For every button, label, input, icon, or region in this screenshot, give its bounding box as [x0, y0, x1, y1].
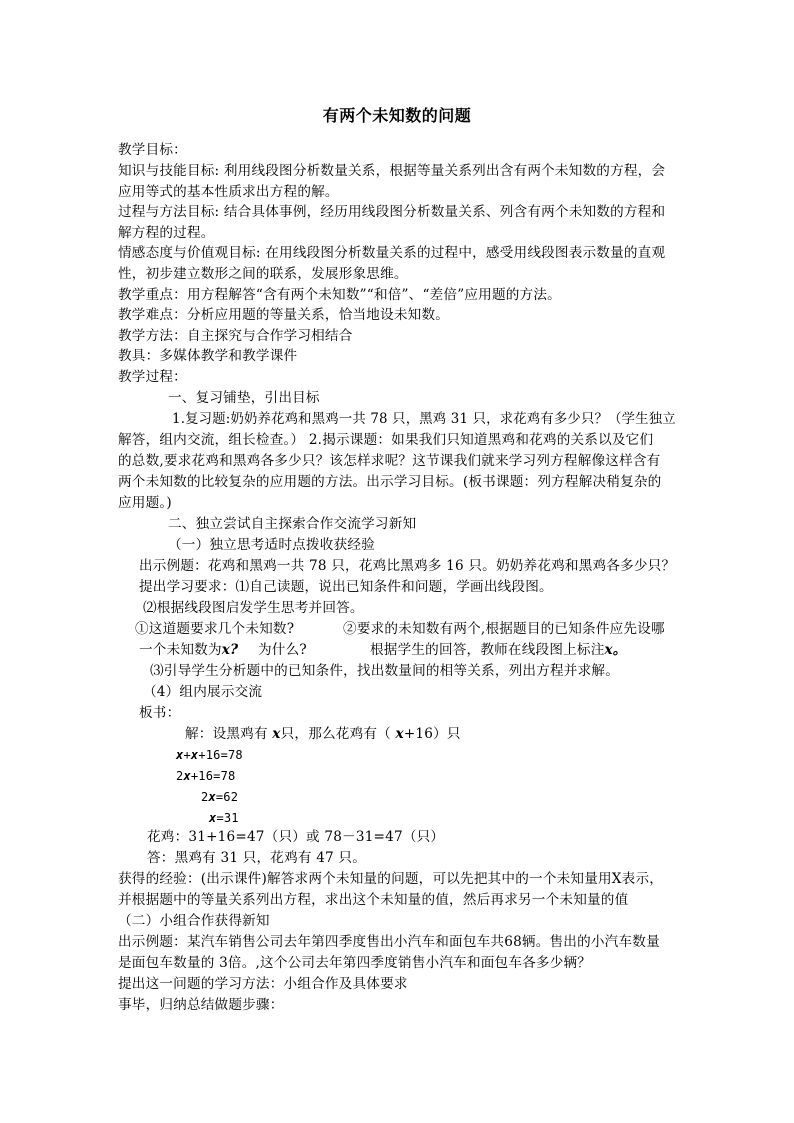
solution-line — [185, 724, 461, 744]
text-line: ①这道题要求几个未知数? — [135, 621, 295, 637]
text-line — [370, 640, 627, 660]
text-line: 解答，组内交流，组长检查。） 2.揭示课题：如果我们只知道黑鸡和花鸡的关系以及它们 — [118, 432, 654, 448]
text-line: 板书： — [139, 705, 181, 721]
text-fragment: =31 — [216, 811, 239, 825]
text-line: 花鸡：31+16=47（只）或 78－31=47（只） — [147, 829, 445, 845]
subsection-heading: （二）小组合作获得新知 — [118, 913, 270, 929]
text-fragment: 根据学生的回答，教师在线段图上标注 — [370, 642, 605, 658]
page-title: 有两个未知数的问题 — [322, 106, 472, 125]
text-line: 两个未知数的比较复杂的应用题的方法。出示学习目标。(板书课题：列方程解决稍复杂的 — [118, 474, 662, 490]
text-fragment: =62 — [215, 790, 239, 804]
equation-line — [176, 745, 243, 765]
text-line: 提出学习要求：⑴自己读题，说出已知条件和问题，学画出线段图。 — [139, 579, 553, 595]
text-line: 获得的经验：(出示课件)解答求两个未知量的问题，可以先把其中的一个未知量用X表示， — [118, 871, 664, 887]
text-line: 解方程的过程。 — [118, 225, 215, 241]
text-line: （4）组内展示交流 — [143, 684, 263, 700]
text-fragment: 一个未知数为 — [139, 642, 222, 658]
equation-line — [176, 766, 235, 786]
text-line: 性，初步建立数形之间的联系，发展形象思维。 — [118, 266, 408, 282]
section-label: 教学目标： — [118, 142, 187, 158]
variable-x: x — [395, 726, 404, 742]
variable-x: x — [176, 748, 184, 762]
text-line: 并根据题中的等量关系列出方程，求出这个未知量的值，然后再求另一个未知量的值 — [118, 892, 629, 908]
text-line: 的总数,要求花鸡和黑鸡各多少只？该怎样求呢？这节课我们就来学习列方程解像这样含有 — [118, 453, 661, 469]
variable-x: x? — [221, 642, 239, 658]
text-line: 是面包车数量的 3倍。,这个公司去年第四季度销售小汽车和面包车各多少辆？ — [118, 955, 592, 971]
text-line: 出示例题：某汽车销售公司去年第四季度售出小汽车和面包车共68辆。售出的小汽车数量 — [118, 934, 660, 950]
text-fragment: +16=78 — [190, 769, 236, 783]
text-line — [139, 640, 238, 660]
text-line: 1.复习题:奶奶养花鸡和黑鸡一共 78 只，黑鸡 31 只，求花鸡有多少只？（学生独立 — [172, 411, 676, 427]
text-line: 教具：多媒体教学和教学课件 — [118, 348, 298, 364]
text-line: 事毕，归纳总结做题步骤： — [118, 997, 284, 1013]
variable-x: x — [208, 790, 216, 804]
text-line: ⑶引导学生分析题中的已知条件，找出数量间的相等关系，列出方程并求解。 — [150, 663, 619, 679]
subsection-heading: （一）独立思考适时点拨收获经验 — [168, 537, 375, 553]
section-label: 教学过程： — [118, 369, 187, 385]
variable-x: x。 — [604, 642, 627, 658]
text-line: 应用等式的基本性质求出方程的解。 — [118, 184, 339, 200]
variable-x: x — [272, 726, 281, 742]
variable-x: x — [190, 748, 199, 762]
text-fragment: +16=78 — [198, 748, 243, 762]
text-line: ②要求的未知数有两个,根据题目的已知条件应先设哪 — [343, 621, 665, 637]
text-line: 教学难点：分析应用题的等量关系，恰当地设未知数。 — [118, 307, 450, 323]
text-fragment: +16）只 — [403, 726, 461, 742]
text-line: 提出这一问题的学习方法：小组合作及具体要求 — [118, 976, 408, 992]
text-fragment: 2 — [176, 769, 184, 783]
equation-line — [209, 808, 239, 828]
variable-x: x — [209, 811, 217, 825]
text-line: 教学重点：用方程解答“含有两个未知数”“和倍”、“差倍”应用题的方法。 — [118, 287, 561, 303]
text-line: ⑵根据线段图启发学生思考并回答。 — [143, 600, 364, 616]
text-line: 应用题。) — [118, 495, 172, 511]
text-line: 情感态度与价值观目标: 在用线段图分析数量关系的过程中，感受用线段图表示数量的直观 — [118, 245, 666, 261]
answer-line: 答：黑鸡有 31 只，花鸡有 47 只。 — [147, 850, 367, 866]
text-fragment: 只，那么花鸡有（ — [280, 726, 391, 742]
text-line: 出示例题：花鸡和黑鸡一共 78 只，花鸡比黑鸡多 16 只。奶奶养花鸡和黑鸡各多少只？ — [139, 558, 676, 574]
text-line: 为什么? — [258, 642, 307, 658]
section-heading: 二、独立尝试自主探索合作交流学习新知 — [168, 516, 417, 532]
text-fragment: 解：设黑鸡有 — [185, 726, 268, 742]
variable-x: x — [183, 769, 191, 783]
text-fragment: + — [183, 748, 191, 762]
text-fragment: 2 — [201, 790, 209, 804]
text-line: 教学方法：自主探究与合作学习相结合 — [118, 328, 353, 344]
text-line: 过程与方法目标: 结合具体事例，经历用线段图分析数量关系、列含有两个未知数的方程和 — [118, 204, 666, 220]
section-heading: 一、复习铺垫，引出目标 — [168, 390, 320, 406]
text-line: 知识与技能目标: 利用线段图分析数量关系，根据等量关系列出含有两个未知数的方程，会 — [118, 163, 666, 179]
equation-line — [201, 787, 238, 807]
